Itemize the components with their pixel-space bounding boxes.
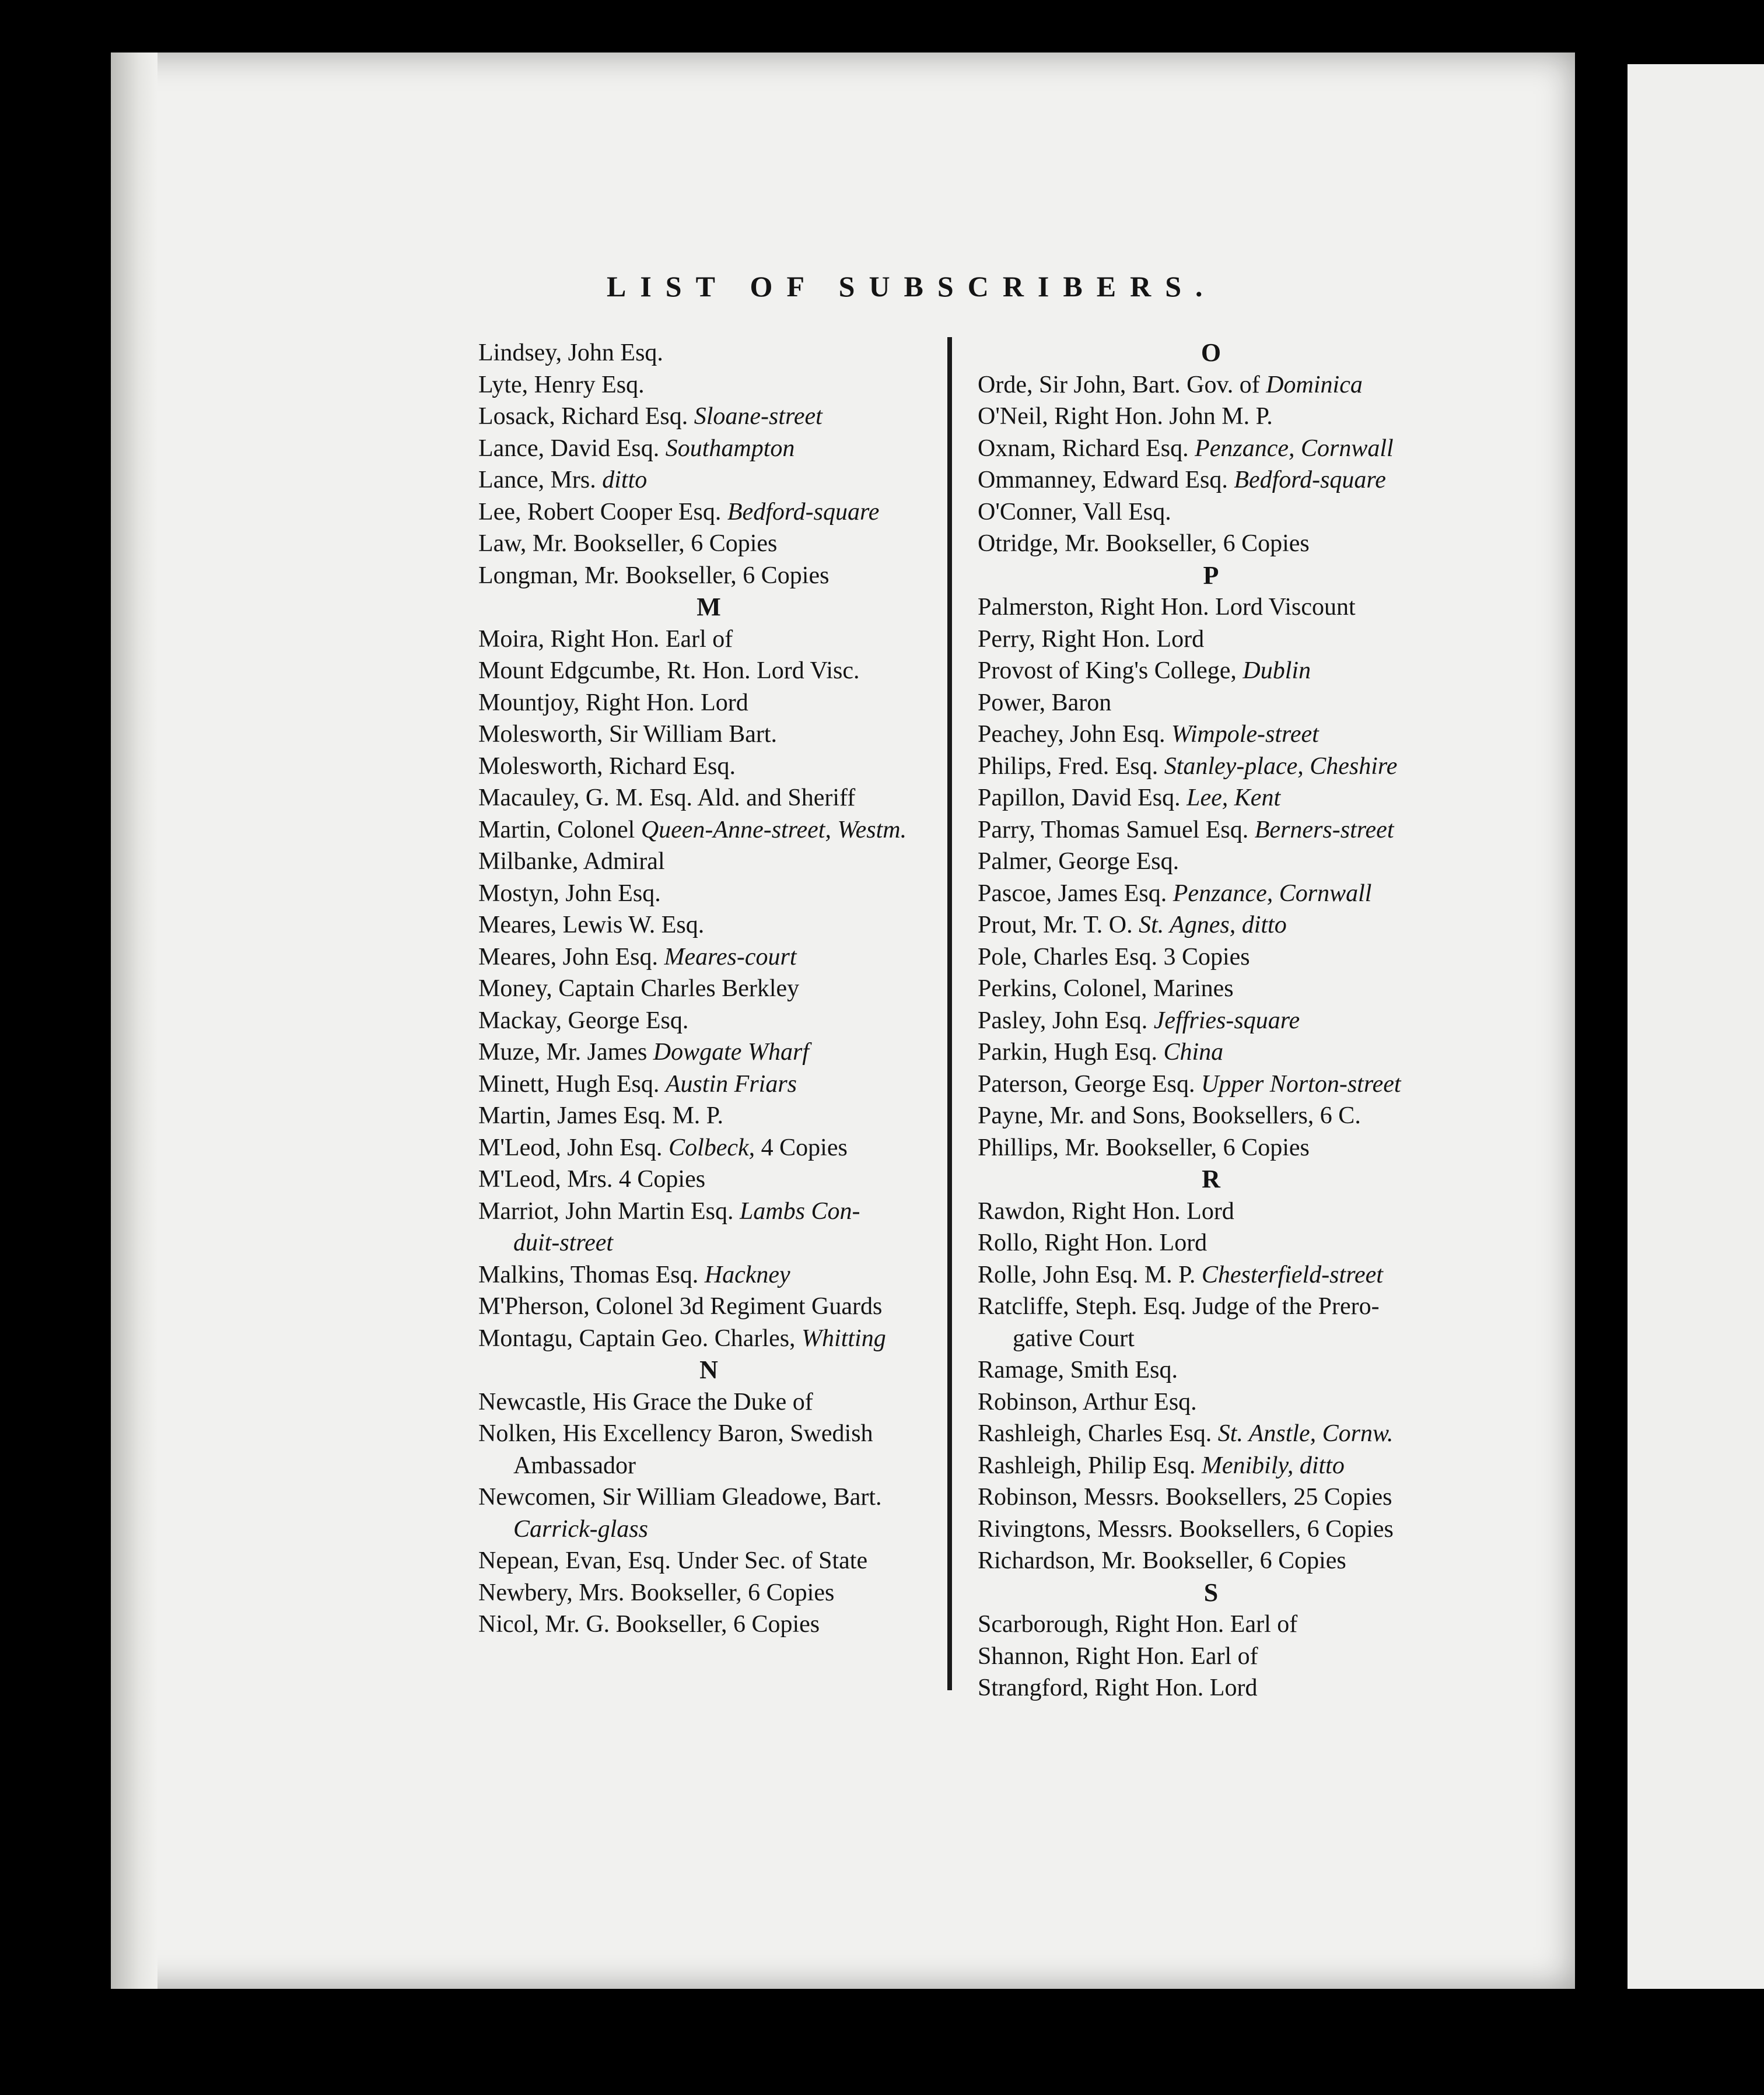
subscriber-name: Prout, Mr. T. O. — [978, 912, 1133, 938]
subscriber-name: Richardson, Mr. Bookseller, 6 Copies — [978, 1547, 1346, 1574]
subscriber-entry — [478, 560, 939, 592]
subscriber-name: Lindsey, John Esq. — [478, 339, 663, 366]
subscriber-location: Carrick-glass — [513, 1515, 648, 1543]
subscriber-name: Lance, David Esq. — [478, 435, 660, 462]
subscriber-entry — [978, 591, 1444, 623]
subscriber-name: Meares, John Esq. — [478, 943, 658, 971]
subscriber-name: Newbery, Mrs. Bookseller, 6 Copies — [478, 1579, 835, 1606]
subscriber-location: Whitting — [802, 1325, 886, 1352]
subscriber-entry — [478, 433, 939, 465]
subscriber-entry — [978, 1100, 1444, 1132]
subscriber-entry — [978, 782, 1444, 814]
subscriber-name: Orde, Sir John, Bart. Gov. of — [978, 371, 1260, 398]
subscriber-name: Money, Captain Charles Berkley — [478, 975, 800, 1002]
subscriber-entry-continuation — [478, 1514, 939, 1546]
subscriber-location: Penzance, Cornwall — [1195, 435, 1394, 462]
subscriber-name: Milbanke, Admiral — [478, 848, 665, 875]
subscriber-entry — [978, 687, 1444, 719]
subscriber-location: Penzance, Cornwall — [1172, 880, 1372, 907]
subscriber-name: Molesworth, Richard Esq. — [478, 752, 736, 780]
subscriber-name: Provost of King's College, — [978, 657, 1237, 684]
subscriber-name: Papillon, David Esq. — [978, 784, 1181, 811]
subscriber-name: Pascoe, James Esq. — [978, 880, 1167, 907]
subscriber-entry — [978, 1196, 1444, 1228]
subscriber-entry — [478, 814, 939, 846]
subscriber-name: Lee, Robert Cooper Esq. — [478, 498, 722, 525]
subscriber-name: Pole, Charles Esq. 3 Copies — [978, 943, 1250, 971]
subscriber-entry — [978, 1672, 1444, 1704]
subscriber-location: duit-street — [513, 1229, 614, 1256]
subscriber-entry — [978, 1227, 1444, 1259]
subscriber-entry — [478, 464, 939, 496]
subscriber-name: Mount Edgcumbe, Rt. Hon. Lord Visc. — [478, 657, 860, 684]
subscriber-name: Martin, James Esq. M. P. — [478, 1102, 723, 1129]
subscriber-location: St. Anstle, Cornw. — [1217, 1420, 1394, 1447]
subscriber-entry — [978, 719, 1444, 751]
subscriber-entry — [478, 909, 939, 941]
subscriber-name: Law, Mr. Bookseller, 6 Copies — [478, 530, 778, 557]
subscriber-name: Rivingtons, Messrs. Booksellers, 6 Copies — [978, 1515, 1394, 1543]
subscriber-name: Perkins, Colonel, Marines — [978, 975, 1234, 1002]
subscriber-name: Lyte, Henry Esq. — [478, 371, 645, 398]
facing-page — [1628, 64, 1764, 1989]
subscriber-name: Marriot, John Martin Esq. — [478, 1197, 734, 1225]
subscriber-name: Phillips, Mr. Bookseller, 6 Copies — [978, 1134, 1310, 1161]
subscriber-name: M'Pherson, Colonel 3d Regiment Guards — [478, 1293, 883, 1320]
subscriber-location: Upper Norton-street — [1200, 1070, 1401, 1098]
subscriber-entry — [978, 1386, 1444, 1418]
subscriber-name: Palmerston, Right Hon. Lord Viscount — [978, 594, 1356, 621]
subscriber-entry — [478, 1068, 939, 1101]
subscriber-name: Martin, Colonel — [478, 816, 635, 843]
subscriber-entry — [478, 1386, 939, 1418]
subscriber-name: Peachey, John Esq. — [978, 721, 1166, 748]
subscriber-entry — [478, 337, 939, 369]
subscriber-entry — [478, 973, 939, 1005]
subscriber-name: Rashleigh, Philip Esq. — [978, 1452, 1196, 1479]
subscriber-entry — [478, 1005, 939, 1037]
subscriber-name: Rolle, John Esq. M. P. — [978, 1261, 1196, 1288]
subscriber-name: Muze, Mr. James — [478, 1039, 648, 1066]
subscriber-name: Strangford, Right Hon. Lord — [978, 1674, 1258, 1701]
subscriber-name: Oxnam, Richard Esq. — [978, 435, 1189, 462]
subscriber-name: Perry, Right Hon. Lord — [978, 625, 1205, 653]
subscriber-entry — [478, 1132, 939, 1164]
subscriber-location: Jeffries-square — [1153, 1007, 1300, 1034]
subscriber-entry — [978, 909, 1444, 941]
subscriber-name: Rollo, Right Hon. Lord — [978, 1229, 1208, 1256]
subscriber-name: Nicol, Mr. G. Bookseller, 6 Copies — [478, 1611, 820, 1638]
subscriber-location: Chesterfield-street — [1201, 1261, 1383, 1288]
subscriber-entry — [478, 528, 939, 560]
subscriber-entry — [978, 401, 1444, 433]
subscriber-entry — [978, 941, 1444, 973]
subscriber-name: Ambassador — [513, 1452, 636, 1479]
subscriber-name: Losack, Richard Esq. — [478, 403, 688, 430]
subscriber-entry — [478, 1545, 939, 1577]
subscriber-name: Ratcliffe, Steph. Esq. Judge of the Prero- — [978, 1293, 1380, 1320]
subscriber-entry — [978, 1418, 1444, 1450]
section-letter: N — [699, 1355, 718, 1384]
subscriber-entry — [478, 687, 939, 719]
subscriber-name: Parry, Thomas Samuel Esq. — [978, 816, 1249, 843]
subscriber-location: Southampton — [665, 435, 795, 462]
subscriber-name: Longman, Mr. Bookseller, 6 Copies — [478, 562, 830, 589]
subscriber-entry — [978, 464, 1444, 496]
subscriber-entry — [478, 719, 939, 751]
subscriber-location: Sloane-street — [694, 403, 822, 430]
subscriber-entry — [978, 1005, 1444, 1037]
subscriber-entry — [478, 1259, 939, 1291]
subscriber-name: Pasley, John Esq. — [978, 1007, 1148, 1034]
subscriber-name: M'Leod, Mrs. 4 Copies — [478, 1166, 706, 1193]
subscriber-name: Ommanney, Edward Esq. — [978, 467, 1228, 493]
subscriber-entry — [478, 623, 939, 656]
subscriber-location: ditto — [602, 467, 648, 493]
subscriber-entry — [978, 973, 1444, 1005]
subscriber-location: Bedford-square — [1234, 467, 1386, 493]
subscriber-entry-continuation — [478, 1227, 939, 1259]
subscriber-name: Minett, Hugh Esq. — [478, 1070, 660, 1098]
subscriber-name: O'Conner, Vall Esq. — [978, 498, 1171, 525]
subscriber-entry — [478, 401, 939, 433]
subscriber-entry — [478, 1036, 939, 1068]
subscriber-name: Parkin, Hugh Esq. — [978, 1039, 1157, 1066]
subscriber-entry — [978, 1132, 1444, 1164]
subscriber-name: gative Court — [1013, 1325, 1135, 1352]
subscriber-entry — [478, 1609, 939, 1641]
subscriber-entry-continuation — [478, 1450, 939, 1482]
subscriber-name: Mackay, George Esq. — [478, 1007, 689, 1034]
subscriber-location: Austin Friars — [665, 1070, 797, 1098]
subscriber-entry — [478, 369, 939, 401]
page-title: LIST OF SUBSCRIBERS. — [607, 270, 1217, 303]
subscriber-name: Power, Baron — [978, 689, 1112, 716]
subscriber-entry — [978, 846, 1444, 878]
subscriber-location: Queen-Anne-street, Westm. — [640, 816, 907, 843]
subscriber-location: Wimpole-street — [1171, 721, 1319, 748]
subscriber-location: China — [1163, 1039, 1224, 1066]
subscriber-entry — [478, 846, 939, 878]
subscriber-entry — [478, 1323, 939, 1355]
subscriber-location: Colbeck, — [668, 1134, 755, 1161]
subscriber-entry — [478, 1291, 939, 1323]
subscriber-name: Mountjoy, Right Hon. Lord — [478, 689, 748, 716]
subscriber-entry — [978, 1641, 1444, 1673]
section-letter: M — [696, 593, 721, 621]
subscriber-entry — [978, 1291, 1444, 1323]
subscriber-entry — [478, 1196, 939, 1228]
subscriber-name: Molesworth, Sir William Bart. — [478, 721, 777, 748]
subscriber-entry — [978, 1259, 1444, 1291]
subscriber-name: Newcastle, His Grace the Duke of — [478, 1388, 813, 1416]
subscriber-entry — [478, 782, 939, 814]
subscriber-name: Shannon, Right Hon. Earl of — [978, 1642, 1258, 1670]
subscriber-entry — [978, 1354, 1444, 1386]
subscriber-name: Malkins, Thomas Esq. — [478, 1261, 699, 1288]
subscriber-entry — [478, 751, 939, 783]
subscriber-name: Otridge, Mr. Bookseller, 6 Copies — [978, 530, 1310, 557]
subscriber-location: Dublin — [1242, 657, 1311, 684]
subscriber-name: Rashleigh, Charles Esq. — [978, 1420, 1212, 1447]
subscriber-name: Robinson, Messrs. Booksellers, 25 Copies — [978, 1484, 1392, 1511]
subscriber-name: Payne, Mr. and Sons, Booksellers, 6 C. — [978, 1102, 1361, 1129]
subscriber-name: Robinson, Arthur Esq. — [978, 1388, 1197, 1416]
subscriber-entry — [978, 814, 1444, 846]
subscriber-entry — [478, 878, 939, 910]
subscriber-location: Bedford-square — [727, 498, 880, 525]
column-divider — [947, 337, 952, 1690]
subscriber-entry — [978, 1036, 1444, 1068]
subscriber-entry — [478, 1418, 939, 1450]
subscriber-name: Ramage, Smith Esq. — [978, 1357, 1178, 1383]
subscriber-entry — [978, 751, 1444, 783]
subscriber-entry-continuation — [978, 1323, 1444, 1355]
right-column — [978, 337, 1444, 1704]
subscriber-entry — [478, 1481, 939, 1514]
subscriber-entry — [978, 1481, 1444, 1514]
subscriber-location: Stanley-place, Cheshire — [1164, 752, 1398, 780]
subscriber-name: Nolken, His Excellency Baron, Swedish — [478, 1420, 873, 1447]
subscriber-name: Moira, Right Hon. Earl of — [478, 625, 733, 653]
subscriber-entry — [978, 1068, 1444, 1101]
subscriber-entry — [978, 369, 1444, 401]
section-letter: R — [1202, 1165, 1220, 1193]
subscriber-location: Lambs Con- — [739, 1197, 860, 1225]
subscriber-name: O'Neil, Right Hon. John M. P. — [978, 403, 1273, 430]
subscriber-entry — [978, 528, 1444, 560]
subscriber-entry — [478, 1577, 939, 1609]
subscriber-entry — [478, 496, 939, 528]
subscriber-location: Dowgate Wharf — [653, 1039, 809, 1066]
subscriber-copies: 4 Copies — [761, 1134, 848, 1161]
subscriber-entry — [978, 1514, 1444, 1546]
subscriber-name: Macauley, G. M. Esq. Ald. and Sheriff — [478, 784, 856, 811]
subscriber-name: Paterson, George Esq. — [978, 1070, 1195, 1098]
subscriber-entry — [978, 496, 1444, 528]
subscriber-name: Palmer, George Esq. — [978, 848, 1180, 875]
subscriber-entry — [978, 655, 1444, 687]
subscriber-name: Montagu, Captain Geo. Charles, — [478, 1325, 796, 1352]
subscriber-entry — [478, 1100, 939, 1132]
subscriber-name: Scarborough, Right Hon. Earl of — [978, 1611, 1298, 1638]
subscriber-location: Hackney — [704, 1261, 790, 1288]
subscriber-entry — [478, 655, 939, 687]
subscriber-name: Newcomen, Sir William Gleadowe, Bart. — [478, 1484, 882, 1511]
subscriber-entry — [978, 1545, 1444, 1577]
left-column — [478, 337, 939, 1641]
page-edge — [111, 52, 158, 1989]
subscriber-name: Mostyn, John Esq. — [478, 880, 661, 907]
subscriber-name: Meares, Lewis W. Esq. — [478, 912, 705, 938]
subscriber-location: Meares-court — [664, 943, 797, 971]
subscriber-entry — [978, 623, 1444, 656]
subscriber-entry — [978, 1609, 1444, 1641]
subscriber-location: Lee, Kent — [1186, 784, 1281, 811]
subscriber-entry — [978, 1450, 1444, 1482]
subscriber-location: Dominica — [1266, 371, 1363, 398]
section-letter: P — [1203, 560, 1219, 590]
subscriber-location: Berners-street — [1254, 816, 1394, 843]
subscriber-location: Menibily, ditto — [1201, 1452, 1345, 1479]
subscriber-entry — [978, 878, 1444, 910]
subscriber-name: Nepean, Evan, Esq. Under Sec. of State — [478, 1547, 868, 1574]
section-letter: O — [1200, 338, 1222, 367]
subscriber-name: Lance, Mrs. — [478, 467, 596, 493]
subscriber-entry — [478, 1164, 939, 1196]
subscriber-entry — [978, 433, 1444, 465]
subscriber-name: Philips, Fred. Esq. — [978, 752, 1158, 780]
subscriber-entry — [478, 941, 939, 973]
subscriber-name: M'Leod, John Esq. — [478, 1134, 663, 1161]
section-letter: S — [1203, 1578, 1219, 1607]
subscriber-name: Rawdon, Right Hon. Lord — [978, 1197, 1234, 1225]
subscriber-location: St. Agnes, ditto — [1139, 912, 1287, 938]
